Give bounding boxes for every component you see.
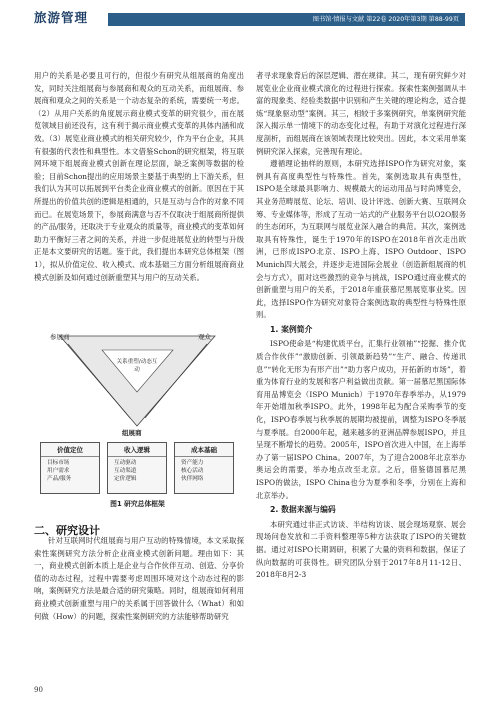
- paragraph: ISPO使命是“构建优质平台，汇集行业领袖”“挖掘、推介优质合作伙伴”“激励创新、引领最新趋势”“生产、融合、传递讯息”“转化无形为有形产出”“助力客户成功，开拓新的市场”，着重为体育行业的发展和客户利益做出贡献。第一届慕尼黑国际体育用品博览会（ISPO Munich）于1970年春季举办，从1979年开始增加秋季ISPO。此外，1998年起为配合采购季节的变化，ISPO春季展与秋季展的展期均被提前，调整为ISPO冬季展与夏季展。自2000年起，越来越多的亚洲品牌参展ISPO，并且呈现不断增长的趋势。2005年，ISPO首次进入中国，在上海举办了第一届ISPO China。2007年，为了迎合2008年北京举办奥运会的需要，举办地点改至北京。之后，借鉴德国慕尼黑ISPO的做法，ISPO China也分为夏季和冬季，分别在上海和北京举办。: [256, 339, 466, 500]
- box-title: 收入逻辑: [108, 443, 166, 457]
- box-item: 资产能力: [181, 460, 204, 466]
- subsection-heading-data: 2. 数据来源与编码: [270, 505, 336, 515]
- section-heading: 二、研究设计: [34, 524, 100, 537]
- paragraph: 者寻求现象背后的深层逻辑、潜在规律。其二，现有研究鲜少对展览业企业商业模式演化的过程进行探索。探索性案例强调从丰富的现象类、经验类数据中识别和产生关键的理论构念，适合提炼“现象驱动型”案例。其三，相较于多案例研究，单案例研究能深入揭示单一情境下的动态变化过程，有助于对演化过程进行深度剖析，而组展商在该领域表现比较突出。因此，本文采用单案例研究深入探索，完善现有理论。: [256, 71, 466, 156]
- box-item: 用户需求: [47, 468, 70, 474]
- triangle-diagram: [40, 330, 235, 440]
- page-header: [0, 0, 499, 30]
- box-item: 产品/服务: [47, 476, 72, 482]
- box-item: 定价逻辑: [114, 476, 137, 482]
- box-revenue-logic: [107, 442, 167, 494]
- paragraph: 遵循理论抽样的原则，本研究选择ISPO作为研究对象，案例具有高度典型性与特殊性。首先，案例选取具有典型性，ISPO是全球最具影响力、规模最大的运动用品与时尚博览会，其业务范畴展览、论坛、培训、设计评选、创新大赛、互联网众筹、专业媒体等，形成了互动一站式的产业服务平台以O2O服务的生态闭环，为互联网与展览业深入融合的典范。其次，案例选取具有特殊性，诞生于1970年的ISPO在2018年首次走出欧洲，已形成ISPO北京、ISPO上海、ISPO Outdoor、ISPO Munich四大展会，并逐步走进国际会展业（创造新组展商的机会与方式），面对这些激烈的竞争与挑战，ISPO通过商业模式的创新重塑与用户的关系，于2018年重获慕尼黑展览事业奖。因此，选择ISPO作为研究对象符合案例选取的典型性与特殊性原则。: [256, 159, 466, 320]
- box-item: 核心活动: [181, 468, 204, 474]
- box-item: 伙伴网络: [181, 476, 204, 482]
- page-number: 90: [34, 686, 43, 694]
- box-title: 成本基础: [175, 443, 233, 457]
- box-item: 目标市场: [47, 460, 70, 466]
- box-item: 互动驱动: [114, 460, 137, 466]
- paragraph: 用户的关系是必要且可行的，但很少有研究从组展商的角度出发，同时关注组展商与参展商和观众的互动关系，而组展商、参展商和观众之间的关系是一个动态复杂的系统，需要统一考虑。（2）从用户关系的角度展示商业模式变革的研究很少，而在展览领域目前还没有，这有利于揭示商业模式变革的具体内涵和成效。（3）展览业商业模式的相关研究较少，作为平台企业，其具有很强的代表性和典型性。本文借鉴Schon的研究框架，将互联网环境下组展商业模式创新在理论层面，缺乏案例等数据的检验；目前Schon提出的应用场景主要基于典型的上下游关系，但我们认为其可以拓展到平台类企业商业模式的创新。原因在于其所提出的价值共创的逻辑是相通的，只是互动与合作的对象不同而已。在展览场景下，参展商满意与否不仅取决于组展商所提供的产品/服务，还取决于专业观众的质量等，商业模式的变革如何助力平衡好三者之间的关系，并进一步促进展览业的转型与升级正是本文要研究的话题。鉴于此，我们提出本研究总体框架（图1），拟从价值定位、收入模式、成本基础三方面分析组展商商业模式创新及如何通过创新重塑其与用户的互动关系。: [34, 71, 244, 282]
- box-cost-basis: [174, 442, 234, 494]
- journal-info: 图书馆·情报与文献 第22卷 2020年第3期 第88-99页: [312, 16, 459, 23]
- label-audience: 观众: [198, 333, 211, 341]
- journal-title: 旅游管理: [34, 10, 89, 25]
- label-exhibitor: 参展商: [50, 333, 70, 341]
- paragraph: 针对互联网时代组展商与用户互动的特殊情境，本文采取探索性案例研究方法分析企业商业模式创新问题。理由如下：其一，商业模式创新本质上是企业与合作伙伴互动、创造、分享价值的动态过程，过程中需要考虑周围环境对这个动态过程的影响，案例研究方法是最合适的研究策略。同时，组展商如何利用商业模式创新重塑与用户的关系属于回答做什么（What）和如何做（How）的问题，探索性案例研究的方法能够帮助研究: [34, 536, 244, 621]
- box-value-proposition: [40, 442, 100, 494]
- figure-caption: 图1 研究总体框架: [110, 500, 165, 508]
- label-organizer: 组展商: [122, 429, 142, 437]
- figure-framework: [40, 330, 235, 510]
- left-column-bottom: [34, 535, 244, 623]
- right-column: [256, 70, 466, 582]
- subsection-heading-case: 1. 案例简介: [270, 324, 313, 334]
- label-relationship: 关系重塑/动态互动: [116, 359, 158, 373]
- left-column-top: [34, 70, 244, 284]
- paragraph: 本研究通过非正式访谈、半结构访谈、展会现场观察、展会现场问卷发放和二手资料整理等5种方法获取了ISPO的关键数据。通过对ISPO长期调研，积累了大量的资料和数据，保证了纵向数据的可获得性。研究团队分别于2017年8月11-12日、2018年8月2-3: [256, 519, 466, 580]
- box-item: 互动渠道: [114, 468, 137, 474]
- box-title: 价值定位: [41, 443, 99, 457]
